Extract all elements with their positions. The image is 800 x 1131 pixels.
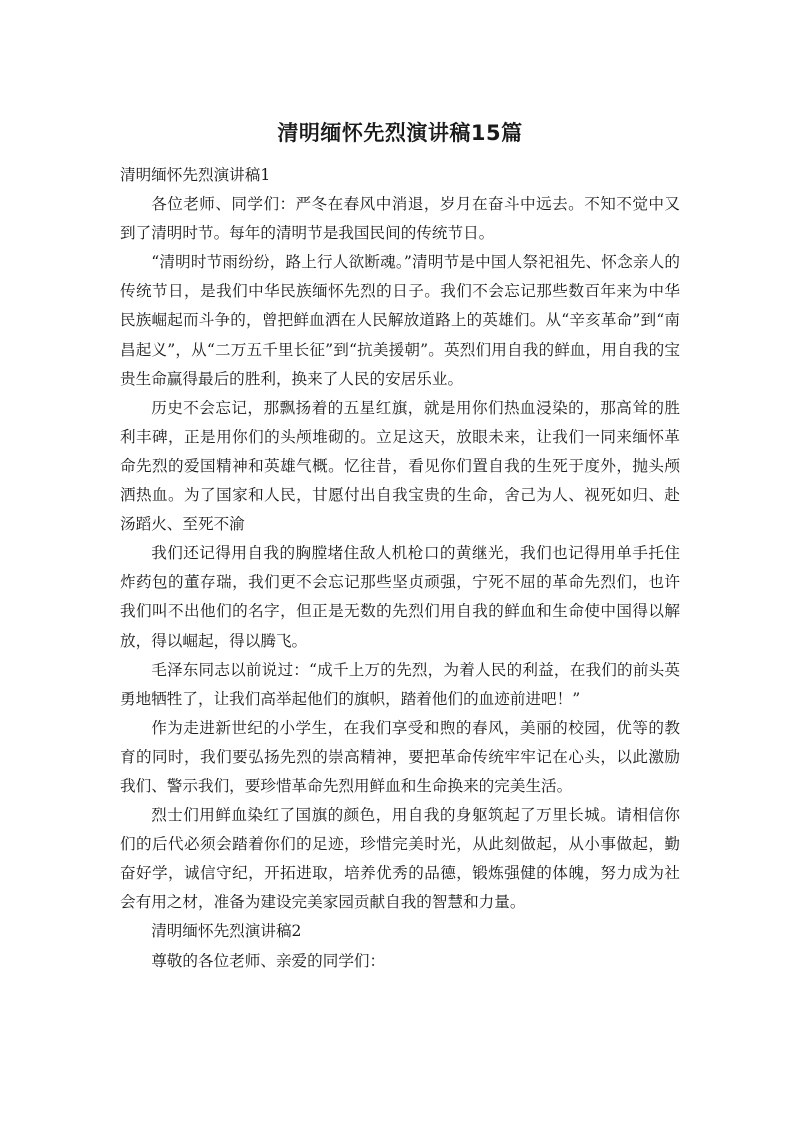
document-body bbox=[120, 161, 680, 976]
section-heading-2: 清明缅怀先烈演讲稿2 bbox=[151, 922, 302, 941]
paragraph: 尊敬的各位老师、亲爱的同学们： bbox=[151, 951, 386, 970]
paragraph: 我们还记得用自我的胸膛堵住敌人机枪口的黄继光，我们也记得用单手托住炸药包的董存瑞，我们更不会忘记那些坚贞顽强，宁死不屈的革命先烈们，也许我们叫不出他们的名字，但正是无数的先烈们用自我的鲜血和生命使中国得以解放，得以崛起，得以腾飞。 bbox=[120, 544, 680, 650]
paragraph: “清明时节雨纷纷，路上行人欲断魂。”清明节是中国人祭祀祖先、怀念亲人的传统节日，是我们中华民族缅怀先烈的日子。我们不会忘记那些数百年来为中华民族崛起而斗争的，曾把鲜血洒在人民解放道路上的英雄们。从“辛亥革命”到“南昌起义”，从“二万五千里长征”到“抗美援朝”。英烈们用自我的鲜血，用自我的宝贵生命赢得最后的胜利，换来了人民的安居乐业。 bbox=[120, 253, 680, 388]
paragraph: 作为走进新世纪的小学生，在我们享受和煦的春风，美丽的校园，优等的教育的同时，我们要弘扬先烈的崇高精神，要把革命传统牢牢记在心头，以此激励我们、警示我们，要珍惜革命先烈用鲜血和生命换来的完美生活。 bbox=[120, 718, 680, 795]
paragraph: 毛泽东同志以前说过：“成千上万的先烈，为着人民的利益，在我们的前头英勇地牺牲了，让我们高举起他们的旗帜，踏着他们的血迹前进吧！” bbox=[120, 660, 680, 708]
paragraph: 各位老师、同学们：严冬在春风中消退，岁月在奋斗中远去。不知不觉中又到了清明时节。每年的清明节是我国民间的传统节日。 bbox=[120, 195, 680, 243]
paragraph: 烈士们用鲜血染红了国旗的颜色，用自我的身躯筑起了万里长城。请相信你们的后代必须会踏着你们的足迹，珍惜完美时光，从此刻做起，从小事做起，勤奋好学，诚信守纪，开拓进取，培养优秀的品德，锻炼强健的体魄，努力成为社会有用之材，准备为建设完美家园贡献自我的智慧和力量。 bbox=[120, 806, 680, 912]
section-heading-1: 清明缅怀先烈演讲稿1 bbox=[120, 166, 271, 184]
document-title: 清明缅怀先烈演讲稿15篇 bbox=[277, 121, 523, 145]
paragraph: 历史不会忘记，那飘扬着的五星红旗，就是用你们热血浸染的，那高耸的胜利丰碑，正是用你们的头颅堆砌的。立足这天，放眼未来，让我们一同来缅怀革命先烈的爱国精神和英雄气概。忆往昔，看见你们置自我的生死于度外，抛头颅洒热血。为了国家和人民，甘愿付出自我宝贵的生命，舍己为人、视死如归、赴汤蹈火、至死不渝 bbox=[120, 398, 680, 534]
